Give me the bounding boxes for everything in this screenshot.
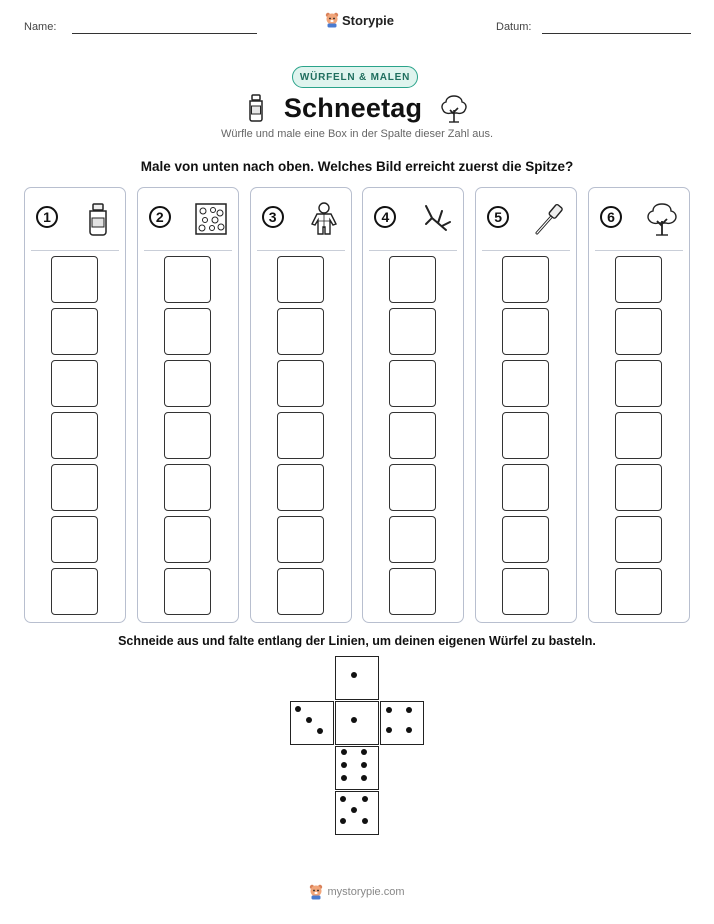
dice-pip bbox=[341, 749, 347, 755]
brush-icon bbox=[531, 201, 567, 237]
snow-pattern-icon bbox=[193, 201, 229, 237]
color-box bbox=[164, 256, 211, 303]
bottle-icon bbox=[246, 94, 266, 122]
color-box bbox=[277, 464, 324, 511]
dice-pip bbox=[361, 775, 367, 781]
footer bbox=[0, 884, 714, 900]
title-row bbox=[0, 90, 714, 126]
column-header bbox=[25, 188, 125, 250]
column-header bbox=[251, 188, 351, 250]
color-box bbox=[51, 464, 98, 511]
color-box bbox=[389, 516, 436, 563]
color-box bbox=[277, 256, 324, 303]
dice-pip bbox=[341, 775, 347, 781]
column-2 bbox=[137, 187, 239, 623]
bear-icon bbox=[325, 12, 339, 28]
tree-icon bbox=[644, 201, 680, 237]
dice-pip bbox=[351, 717, 357, 723]
column-3 bbox=[250, 187, 352, 623]
color-box bbox=[615, 516, 662, 563]
bottle-icon bbox=[80, 201, 116, 237]
color-box bbox=[51, 516, 98, 563]
dice-pip bbox=[340, 796, 346, 802]
column-header bbox=[589, 188, 689, 250]
cut-instruction: Schneide aus und falte entlang der Linien, um deinen eigenen Würfel zu basteln. bbox=[118, 634, 596, 648]
dice-pip bbox=[362, 796, 368, 802]
dice-pip bbox=[317, 728, 323, 734]
dice-pip bbox=[406, 707, 412, 713]
date-label: Datum: bbox=[496, 21, 532, 33]
dice-pip bbox=[351, 672, 357, 678]
color-box bbox=[389, 308, 436, 355]
dice-pip bbox=[386, 707, 392, 713]
dice-face bbox=[335, 701, 379, 745]
color-box bbox=[389, 568, 436, 615]
column-header bbox=[363, 188, 463, 250]
color-box bbox=[615, 568, 662, 615]
dice-face bbox=[335, 791, 379, 835]
dice-face bbox=[290, 701, 334, 745]
dice-face bbox=[380, 701, 424, 745]
color-box bbox=[502, 516, 549, 563]
column-divider bbox=[369, 250, 457, 251]
dice-net bbox=[290, 656, 426, 836]
color-box bbox=[51, 568, 98, 615]
subtitle: Würfle und male eine Box in der Spalte dieser Zahl aus. bbox=[220, 128, 494, 140]
column-5 bbox=[475, 187, 577, 623]
color-box bbox=[502, 568, 549, 615]
brand-name: Storypie bbox=[342, 12, 395, 28]
column-divider bbox=[595, 250, 683, 251]
column-divider bbox=[144, 250, 232, 251]
instruction-text: Male von unten nach oben. Welches Bild erreicht zuerst die Spitze? bbox=[140, 159, 574, 174]
color-box bbox=[389, 360, 436, 407]
color-box bbox=[615, 412, 662, 459]
column-divider bbox=[257, 250, 345, 251]
color-box bbox=[51, 412, 98, 459]
color-box bbox=[277, 516, 324, 563]
color-box bbox=[615, 256, 662, 303]
tree-icon bbox=[440, 92, 468, 124]
activity-badge: WÜRFELN & MALEN bbox=[292, 66, 418, 88]
dice-pip bbox=[386, 727, 392, 733]
color-box bbox=[164, 308, 211, 355]
page-title: Schneetag bbox=[283, 92, 423, 123]
name-line bbox=[72, 33, 257, 34]
color-box bbox=[164, 360, 211, 407]
color-box bbox=[277, 568, 324, 615]
column-6 bbox=[588, 187, 690, 623]
snowsuit-icon bbox=[306, 201, 342, 237]
color-box bbox=[164, 516, 211, 563]
color-box bbox=[164, 568, 211, 615]
color-box bbox=[277, 412, 324, 459]
column-header bbox=[138, 188, 238, 250]
color-box bbox=[389, 412, 436, 459]
column-header bbox=[476, 188, 576, 250]
color-box bbox=[389, 256, 436, 303]
brand-logo bbox=[325, 12, 394, 28]
column-number: 1 bbox=[36, 206, 58, 228]
color-box bbox=[502, 412, 549, 459]
column-number: 3 bbox=[262, 206, 284, 228]
bear-icon bbox=[309, 884, 323, 900]
color-box bbox=[615, 360, 662, 407]
color-box bbox=[51, 360, 98, 407]
dice-pip bbox=[306, 717, 312, 723]
column-number: 4 bbox=[374, 206, 396, 228]
column-divider bbox=[482, 250, 570, 251]
color-box bbox=[502, 308, 549, 355]
dice-pip bbox=[341, 762, 347, 768]
color-box bbox=[277, 308, 324, 355]
worksheet-header bbox=[0, 0, 714, 50]
column-number: 5 bbox=[487, 206, 509, 228]
color-box bbox=[615, 464, 662, 511]
column-divider bbox=[31, 250, 119, 251]
footer-url: mystorypie.com bbox=[327, 886, 405, 898]
dice-pip bbox=[406, 727, 412, 733]
column-number: 6 bbox=[600, 206, 622, 228]
dice-face bbox=[335, 656, 379, 700]
color-box bbox=[164, 412, 211, 459]
dice-pip bbox=[361, 749, 367, 755]
color-box bbox=[51, 308, 98, 355]
dice-pip bbox=[361, 762, 367, 768]
color-box bbox=[502, 256, 549, 303]
dice-face bbox=[335, 746, 379, 790]
color-box bbox=[615, 308, 662, 355]
color-box bbox=[164, 464, 211, 511]
color-box bbox=[502, 360, 549, 407]
column-number: 2 bbox=[149, 206, 171, 228]
dice-pip bbox=[362, 818, 368, 824]
twig-icon bbox=[418, 201, 454, 237]
date-line bbox=[542, 33, 691, 34]
color-box bbox=[502, 464, 549, 511]
dice-pip bbox=[295, 706, 301, 712]
column-1 bbox=[24, 187, 126, 623]
dice-pip bbox=[351, 807, 357, 813]
dice-columns bbox=[24, 187, 690, 623]
color-box bbox=[389, 464, 436, 511]
color-box bbox=[277, 360, 324, 407]
color-box bbox=[51, 256, 98, 303]
name-label: Name: bbox=[24, 21, 57, 33]
dice-pip bbox=[340, 818, 346, 824]
column-4 bbox=[362, 187, 464, 623]
